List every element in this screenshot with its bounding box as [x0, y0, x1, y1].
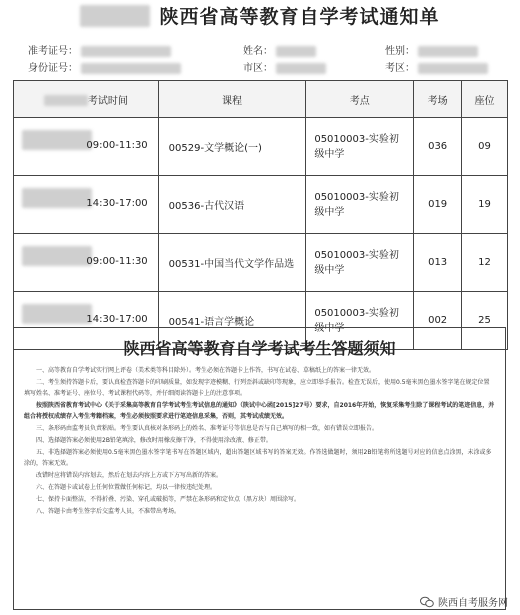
- instruction-paragraph: 改错时应将错误内容划去，然后在划去内容上方或下方写出新的答案。: [36, 472, 223, 479]
- seat-cell: 25: [462, 292, 508, 350]
- header-room: 考场: [414, 81, 462, 118]
- ticket-number-field: [28, 42, 171, 57]
- redacted-value: [418, 46, 478, 57]
- header-site: 考点: [306, 81, 414, 118]
- name-field: [243, 42, 316, 57]
- site-cell: 05010003-实验初 级中学: [306, 176, 414, 234]
- instruction-paragraph: 七、保持卡面整洁，不得折叠、污染、穿孔或破损等，严禁在条形码和定位点（黑方块）周围涂写。: [36, 496, 301, 503]
- exam-time-cell: 14:30-17:00: [14, 176, 159, 234]
- page-title: 陕西省高等教育自学考试通知单: [159, 6, 440, 28]
- instruction-paragraph: 二、考生须持答题卡后，要认真检查答题卡的印刷质量，如发现字迹模糊、行列歪斜或缺印等现象，应立即举手报告。检查无误后，使用0.5毫米黑色墨水签字笔在规定位置填写姓名、准考证号、座位号、考试课程代码等，并仔细阅读答题卡上的注意事项。: [24, 379, 490, 397]
- instruction-paragraph: 四、选择题答案必须使用2B铅笔填涂，修改时用橡皮擦干净，不得使用涂改液、修正带。: [36, 437, 272, 444]
- header-seat: 座位: [462, 81, 508, 118]
- redacted-date: [22, 246, 92, 266]
- watermark: [420, 594, 508, 609]
- table-row: [14, 176, 508, 234]
- site-cell: 05010003-实验初 级中学: [306, 234, 414, 292]
- exam-schedule-table: [13, 80, 508, 350]
- instruction-paragraph: 六、在答题卡或试卷上任何位置做任何标记，均以一律按违纪处理。: [36, 484, 217, 491]
- redacted-region: [44, 95, 88, 106]
- exam-instructions-box: [13, 327, 506, 610]
- course-cell: 00529-文学概论(一): [158, 118, 306, 176]
- redacted-date: [22, 188, 92, 208]
- city-label: 市区：: [243, 63, 273, 74]
- room-cell: 036: [414, 118, 462, 176]
- site-cell: 05010003-实验初 级中学: [306, 118, 414, 176]
- district-field: [385, 59, 488, 74]
- exam-time-cell: 14:30-17:00: [14, 292, 159, 350]
- redacted-value: [81, 46, 171, 57]
- room-cell: 013: [414, 234, 462, 292]
- notice-header: [0, 2, 520, 29]
- id-number-label: 身份证号：: [28, 63, 78, 74]
- course-cell: 00531-中国当代文学作品选: [158, 234, 306, 292]
- header-time: 考试时间: [14, 81, 159, 118]
- city-field: [243, 59, 326, 74]
- instruction-paragraph: 按照陕西省教育考试中心《关于采集高等教育自学考试考生考试信息的通知》（陕试中心函[2015]27号）要求，自2016年开始，恢复采集考生除了课程考试的笔迹信息，并组合将授权成绩存入考生考籍档案，考生必须按照要求进行笔迹信息采集，否则，其考试成绩无效。: [24, 402, 495, 420]
- redacted-value: [276, 63, 326, 74]
- instructions-title: 陕西省高等教育自学考试考生答题须知: [123, 339, 396, 358]
- redacted-region: [80, 5, 150, 27]
- ticket-number-label: 准考证号：: [28, 46, 78, 57]
- room-cell: 002: [414, 292, 462, 350]
- instruction-paragraph: 五、非选择题答案必须使用0.5毫米黑色墨水签字笔书写在答题区域内，超出答题区域书写的答案无效。作答选做题时，须用2B铅笔将所选题号对应的信息点涂黑，未涂或多涂的，答案无效。: [24, 449, 492, 467]
- exam-time-cell: 09:00-11:30: [14, 118, 159, 176]
- table-row: [14, 118, 508, 176]
- district-label: 考区：: [385, 63, 415, 74]
- instruction-paragraph: 八、答题卡由考生签字后交监考人员，不准带出考场。: [36, 508, 181, 515]
- redacted-value: [418, 63, 488, 74]
- seat-cell: 19: [462, 176, 508, 234]
- course-cell: 00536-古代汉语: [158, 176, 306, 234]
- instructions-body: [14, 359, 505, 517]
- redacted-value: [81, 63, 181, 74]
- seat-cell: 09: [462, 118, 508, 176]
- id-number-field: [28, 59, 181, 74]
- name-label: 姓名：: [243, 46, 273, 57]
- wechat-icon: [420, 596, 434, 608]
- table-row: [14, 234, 508, 292]
- redacted-date: [22, 304, 92, 324]
- room-cell: 019: [414, 176, 462, 234]
- watermark-text: 陕西自考服务网: [438, 598, 508, 609]
- site-cell: 05010003-实验初 级中学: [306, 292, 414, 350]
- gender-field: [385, 42, 478, 57]
- redacted-value: [276, 46, 316, 57]
- header-course: 课程: [158, 81, 306, 118]
- course-cell: 00541-语言学概论: [158, 292, 306, 350]
- gender-label: 性别：: [385, 46, 415, 57]
- redacted-date: [22, 130, 92, 150]
- instruction-paragraph: 一、高等教育自学考试实行网上评卷（美术类等科目除外）。考生必须在答题卡上作答，书写在试卷、草稿纸上的答案一律无效。: [36, 367, 376, 374]
- seat-cell: 12: [462, 234, 508, 292]
- table-header-row: [14, 81, 508, 118]
- exam-time-cell: 09:00-11:30: [14, 234, 159, 292]
- instruction-paragraph: 三、条形码由监考员负责粘贴。考生要认真核对条形码上的姓名、准考证号等信息是否与自己填写的相一致，如有错误立即报告。: [36, 425, 379, 432]
